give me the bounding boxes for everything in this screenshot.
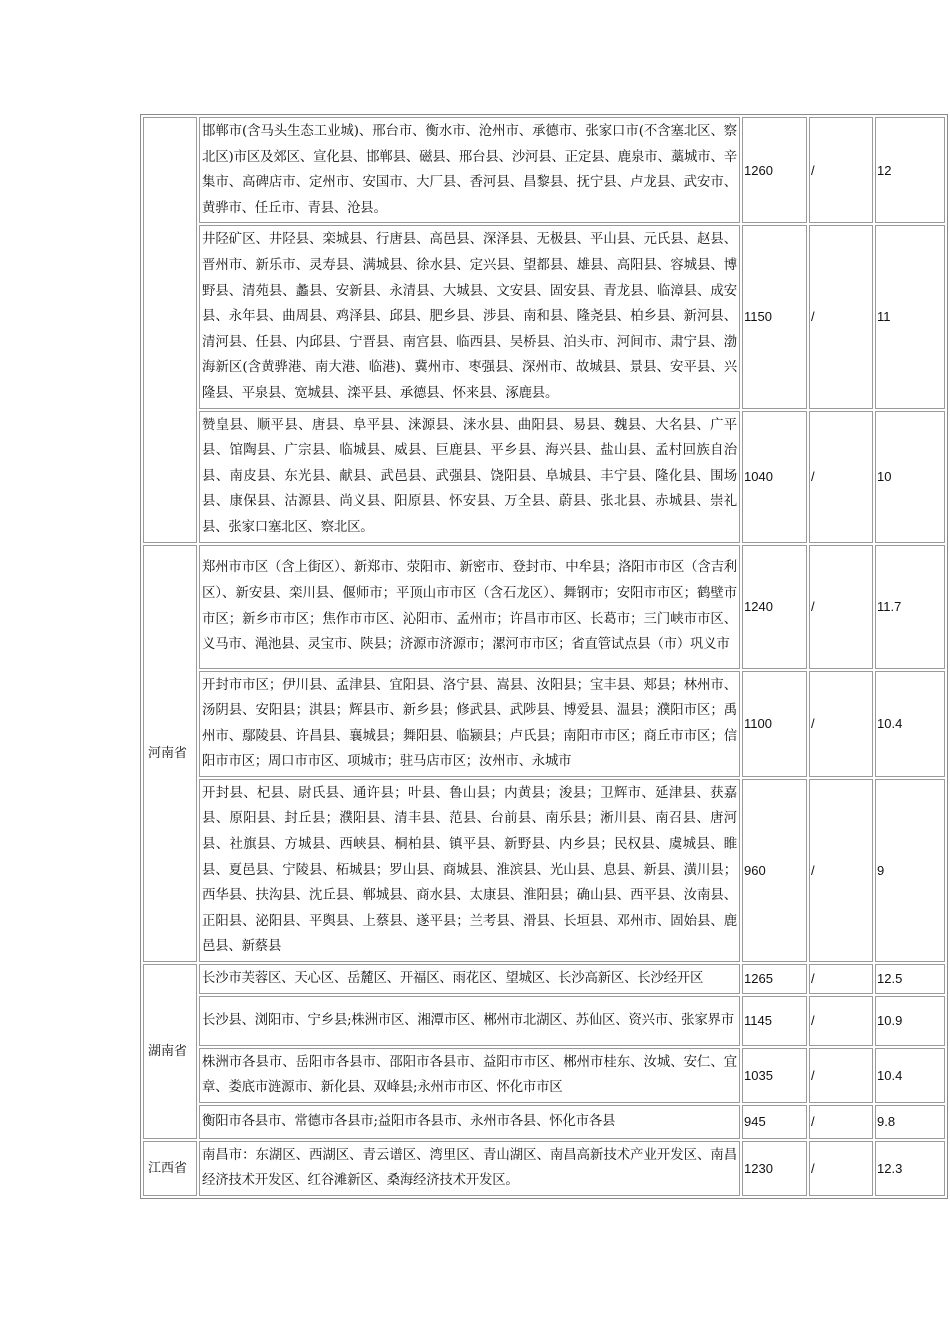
hourly-wage-cell: 10.9 xyxy=(875,996,945,1046)
monthly-wage-cell: 1145 xyxy=(742,996,807,1046)
area-cell: 井陉矿区、井陉县、栾城县、行唐县、高邑县、深泽县、无极县、平山县、元氏县、赵县、晋州市、新乐市、灵寿县、满城县、徐水县、定兴县、望都县、雄县、高阳县、容城县、博野县、清苑县、蠡县、安新县、永清县、大城县、文安县、固安县、青龙县、临漳县、成安县、永年县、曲周县、鸡泽县、邱县、肥乡县、涉县、南和县、隆尧县、柏乡县、新河县、清河县、任县、内邱县、宁晋县、南宫县、临西县、吴桥县、泊头市、河间市、肃宁县、渤海新区(含黄骅港、南大港、临港)、冀州市、枣强县、深州市、故城县、景县、安平县、兴隆县、平泉县、宽城县、滦平县、承德县、怀来县、涿鹿县。 xyxy=(199,225,740,408)
monthly-wage-cell: 1240 xyxy=(742,545,807,669)
area-cell: 赞皇县、顺平县、唐县、阜平县、涞源县、涞水县、曲阳县、易县、魏县、大名县、广平县、馆陶县、广宗县、临城县、威县、巨鹿县、平乡县、海兴县、盐山县、孟村回族自治县、南皮县、东光县、献县、武邑县、武强县、饶阳县、阜城县、丰宁县、隆化县、围场县、康保县、沽源县、尚义县、阳原县、怀安县、万全县、蔚县、张北县、赤城县、崇礼县、张家口塞北区、察北区。 xyxy=(199,411,740,543)
hourly-wage-cell: 12.3 xyxy=(875,1141,945,1196)
separator-cell: / xyxy=(809,545,873,669)
province-cell: 江西省 xyxy=(143,1141,197,1196)
province-cell: 湖南省 xyxy=(143,964,197,1139)
hourly-wage-cell: 9 xyxy=(875,779,945,962)
separator-cell: / xyxy=(809,964,873,994)
hourly-wage-cell: 10.4 xyxy=(875,671,945,777)
table-row xyxy=(143,225,945,408)
table-row xyxy=(143,1141,945,1196)
area-cell: 衡阳市各县市、常德市各县市;益阳市各县市、永州市各县、怀化市各县 xyxy=(199,1105,740,1139)
separator-cell: / xyxy=(809,411,873,543)
province-cell xyxy=(143,117,197,543)
area-cell: 邯郸市(含马头生态工业城)、邢台市、衡水市、沧州市、承德市、张家口市(不含塞北区、察北区)市区及郊区、宣化县、邯郸县、磁县、邢台县、沙河县、正定县、鹿泉市、藁城市、辛集市、高碑店市、定州市、安国市、大厂县、香河县、昌黎县、抚宁县、卢龙县、武安市、黄骅市、任丘市、青县、沧县。 xyxy=(199,117,740,223)
table-row xyxy=(143,1105,945,1139)
monthly-wage-cell: 960 xyxy=(742,779,807,962)
hourly-wage-cell: 10 xyxy=(875,411,945,543)
monthly-wage-cell: 1100 xyxy=(742,671,807,777)
table-row xyxy=(143,996,945,1046)
table-row xyxy=(143,671,945,777)
area-cell: 郑州市市区（含上街区）、新郑市、荥阳市、新密市、登封市、中牟县；洛阳市市区（含吉利区）、新安县、栾川县、偃师市；平顶山市市区（含石龙区）、舞钢市；安阳市市区；鹤壁市市区；新乡市市区；焦作市市区、沁阳市、孟州市；许昌市市区、长葛市；三门峡市市区、义马市、渑池县、灵宝市、陕县；济源市济源市；漯河市市区；省直管试点县（市）巩义市 xyxy=(199,545,740,669)
table-row xyxy=(143,545,945,669)
monthly-wage-cell: 1230 xyxy=(742,1141,807,1196)
province-cell: 河南省 xyxy=(143,545,197,963)
monthly-wage-cell: 1150 xyxy=(742,225,807,408)
hourly-wage-cell: 11 xyxy=(875,225,945,408)
separator-cell: / xyxy=(809,671,873,777)
table-row xyxy=(143,964,945,994)
area-cell: 南昌市：东湖区、西湖区、青云谱区、湾里区、青山湖区、南昌高新技术产业开发区、南昌经济技术开发区、红谷滩新区、桑海经济技术开发区。 xyxy=(199,1141,740,1196)
monthly-wage-cell: 945 xyxy=(742,1105,807,1139)
area-cell: 株洲市各县市、岳阳市各县市、邵阳市各县市、益阳市市区、郴州市桂东、汝城、安仁、宜章、娄底市涟源市、新化县、双峰县;永州市市区、怀化市市区 xyxy=(199,1048,740,1103)
area-cell: 开封县、杞县、尉氏县、通许县；叶县、鲁山县；内黄县；浚县；卫辉市、延津县、获嘉县、原阳县、封丘县；濮阳县、清丰县、范县、台前县、南乐县；淅川县、南召县、唐河县、社旗县、方城县、西峡县、桐柏县、镇平县、新野县、内乡县；民权县、虞城县、睢县、夏邑县、宁陵县、柘城县；罗山县、商城县、淮滨县、光山县、息县、新县、潢川县；西华县、扶沟县、沈丘县、郸城县、商水县、太康县、淮阳县；确山县、西平县、汝南县、正阳县、泌阳县、平舆县、上蔡县、遂平县；兰考县、滑县、长垣县、邓州市、固始县、鹿邑县、新蔡县 xyxy=(199,779,740,962)
hourly-wage-cell: 12 xyxy=(875,117,945,223)
table-row xyxy=(143,1048,945,1103)
separator-cell: / xyxy=(809,1048,873,1103)
separator-cell: / xyxy=(809,225,873,408)
separator-cell: / xyxy=(809,1141,873,1196)
monthly-wage-cell: 1260 xyxy=(742,117,807,223)
hourly-wage-cell: 11.7 xyxy=(875,545,945,669)
monthly-wage-cell: 1265 xyxy=(742,964,807,994)
separator-cell: / xyxy=(809,117,873,223)
separator-cell: / xyxy=(809,779,873,962)
hourly-wage-cell: 12.5 xyxy=(875,964,945,994)
table-row xyxy=(143,117,945,223)
table-row xyxy=(143,411,945,543)
area-cell: 开封市市区；伊川县、孟津县、宜阳县、洛宁县、嵩县、汝阳县；宝丰县、郏县；林州市、汤阴县、安阳县；淇县；辉县市、新乡县；修武县、武陟县、博爱县、温县；濮阳市区；禹州市、鄢陵县、许昌县、襄城县；舞阳县、临颍县；卢氏县；南阳市市区；商丘市市区；信阳市市区；周口市市区、项城市；驻马店市区；汝州市、永城市 xyxy=(199,671,740,777)
hourly-wage-cell: 10.4 xyxy=(875,1048,945,1103)
monthly-wage-cell: 1035 xyxy=(742,1048,807,1103)
minimum-wage-table xyxy=(140,114,948,1199)
area-cell: 长沙县、浏阳市、宁乡县;株洲市区、湘潭市区、郴州市北湖区、苏仙区、资兴市、张家界市 xyxy=(199,996,740,1046)
monthly-wage-cell: 1040 xyxy=(742,411,807,543)
table-row xyxy=(143,779,945,962)
separator-cell: / xyxy=(809,1105,873,1139)
hourly-wage-cell: 9.8 xyxy=(875,1105,945,1139)
area-cell: 长沙市芙蓉区、天心区、岳麓区、开福区、雨花区、望城区、长沙高新区、长沙经开区 xyxy=(199,964,740,994)
separator-cell: / xyxy=(809,996,873,1046)
